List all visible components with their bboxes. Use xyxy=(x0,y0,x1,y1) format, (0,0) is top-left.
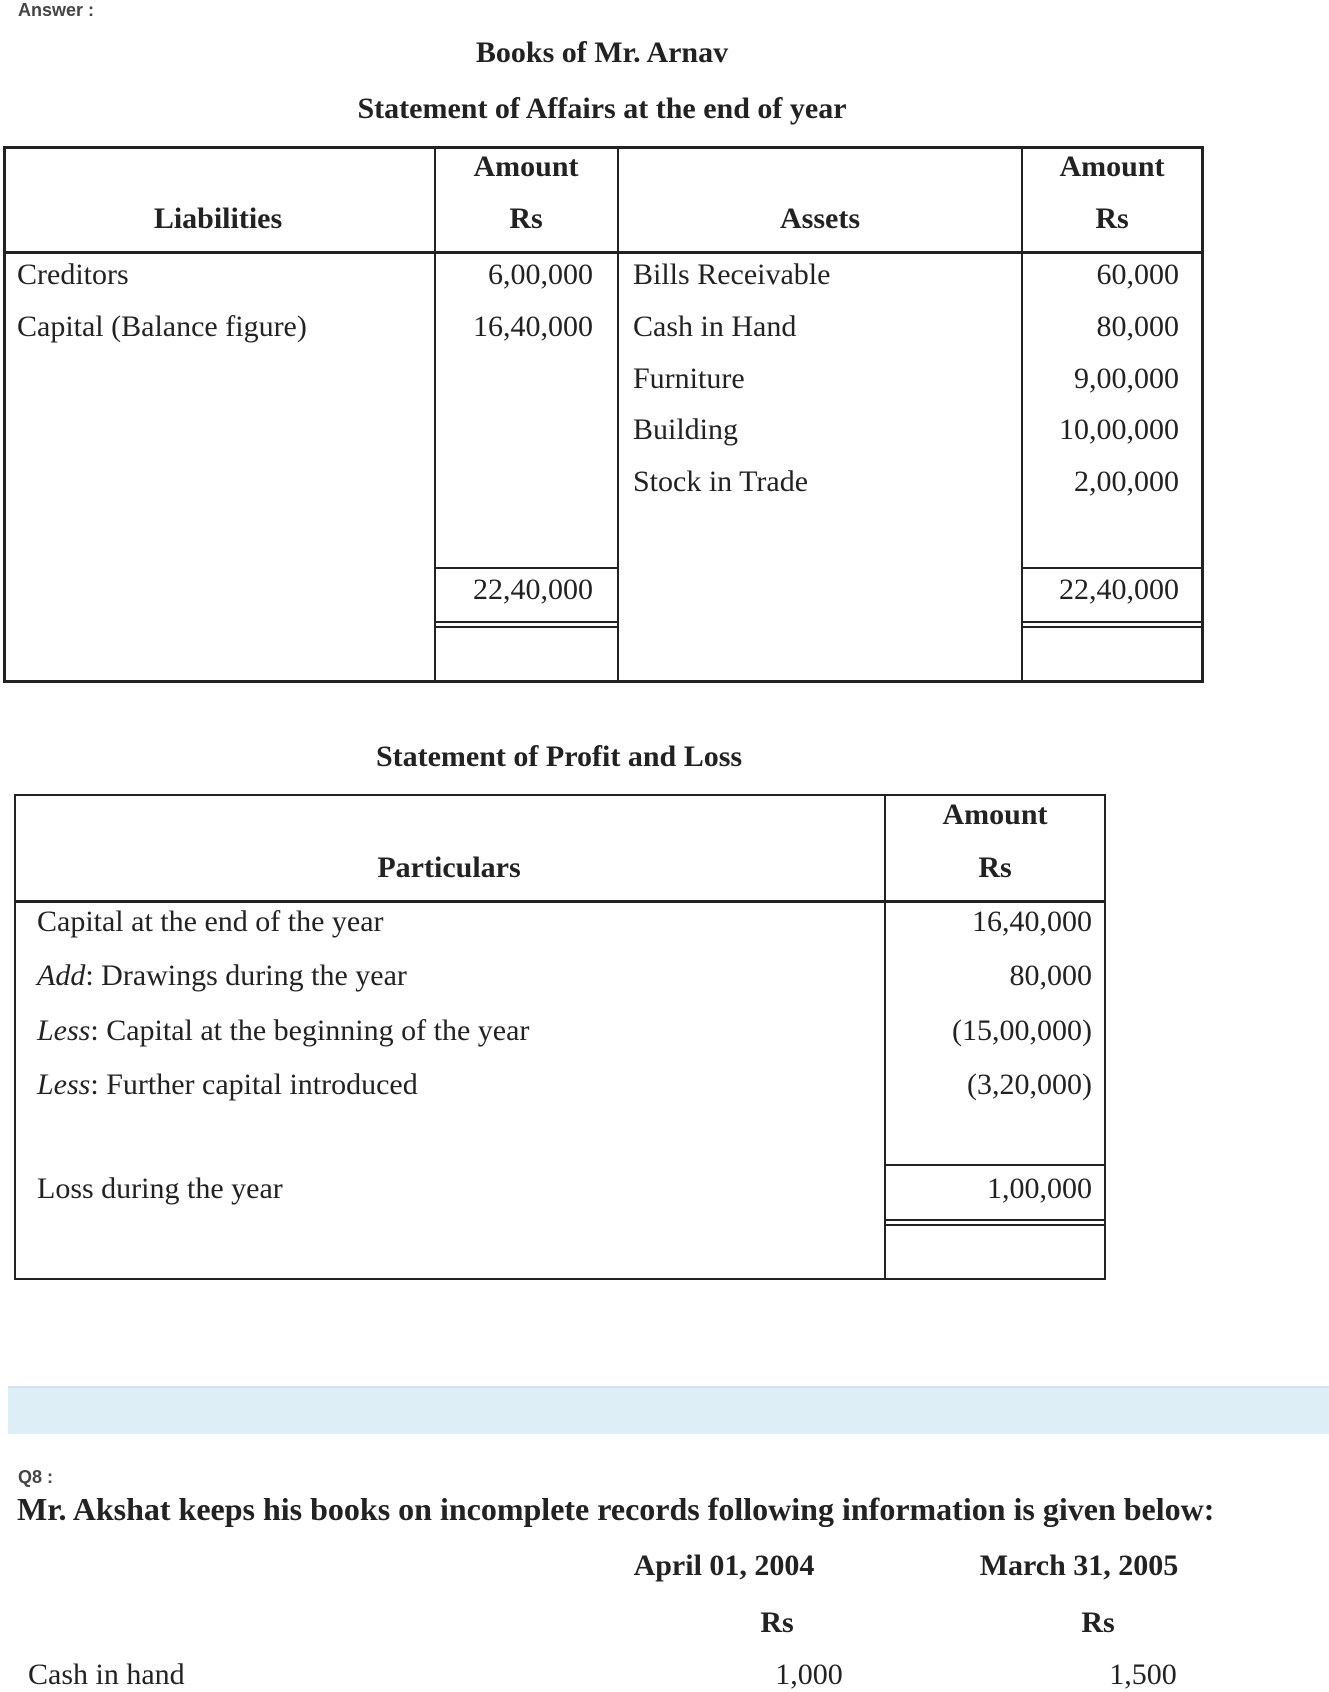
asset-label: Cash in Hand xyxy=(633,310,797,343)
asset-amount: 2,00,000 xyxy=(1074,465,1179,498)
table-rule xyxy=(1022,567,1203,569)
header-amount: Amount xyxy=(942,798,1048,831)
col-rs-1: Rs xyxy=(760,1606,794,1639)
header-rs: Rs xyxy=(978,851,1012,884)
separator-band xyxy=(8,1386,1329,1434)
header-particulars: Particulars xyxy=(377,851,521,884)
books-title: Books of Mr. Arnav xyxy=(475,36,729,69)
table-rule xyxy=(884,794,886,1280)
table-rule xyxy=(3,146,6,683)
header-amount-2: Amount xyxy=(1059,150,1165,183)
pl-row-amount: (15,00,000) xyxy=(952,1014,1092,1047)
asset-label: Furniture xyxy=(633,362,745,395)
table-rule xyxy=(3,251,1203,254)
col-april-2004: April 01, 2004 xyxy=(633,1549,815,1582)
table-rule xyxy=(434,146,436,683)
header-amount-1: Amount xyxy=(473,150,579,183)
pl-row-label: Capital at the end of the year xyxy=(37,905,384,938)
asset-amount: 10,00,000 xyxy=(1059,413,1179,446)
answer-label: Answer : xyxy=(18,0,95,20)
table-rule xyxy=(14,794,1106,796)
q8-label: Q8 : xyxy=(18,1467,54,1487)
table-rule xyxy=(885,1219,1105,1221)
table-rule xyxy=(617,146,619,683)
q8-row-label: Cash in hand xyxy=(28,1658,185,1691)
asset-label: Bills Receivable xyxy=(633,258,831,291)
header-liabilities: Liabilities xyxy=(153,202,283,235)
table-rule xyxy=(885,1224,1105,1226)
table-rule xyxy=(435,567,618,569)
asset-amount: 9,00,000 xyxy=(1074,362,1179,395)
table-rule xyxy=(1201,146,1204,683)
q8-row-value-2005: 1,500 xyxy=(1109,1658,1177,1691)
col-rs-2: Rs xyxy=(1081,1606,1115,1639)
liabilities-total: 22,40,000 xyxy=(473,573,593,606)
asset-amount: 60,000 xyxy=(1096,258,1179,291)
table-rule xyxy=(1022,626,1203,628)
assets-total: 22,40,000 xyxy=(1059,573,1179,606)
pl-row-amount: (3,20,000) xyxy=(967,1068,1092,1101)
table-rule xyxy=(14,794,16,1280)
q8-row-value-2004: 1,000 xyxy=(775,1658,843,1691)
table-rule xyxy=(3,680,1203,683)
q8-question: Mr. Akshat keeps his books on incomplete records following information is given below: xyxy=(17,1491,1215,1527)
table-rule xyxy=(885,1164,1105,1166)
liability-amount: 6,00,000 xyxy=(488,258,593,291)
col-march-2005: March 31, 2005 xyxy=(979,1549,1179,1582)
table-rule xyxy=(1104,794,1106,1280)
pl-row-label: Add: Drawings during the year xyxy=(37,959,407,992)
asset-label: Stock in Trade xyxy=(633,465,809,498)
table-rule xyxy=(1022,621,1203,623)
pl-result-amount: 1,00,000 xyxy=(987,1172,1092,1205)
table-rule xyxy=(435,621,618,623)
pl-row-amount: 16,40,000 xyxy=(972,905,1092,938)
asset-amount: 80,000 xyxy=(1096,310,1179,343)
asset-label: Building xyxy=(633,413,739,446)
liability-label: Capital (Balance figure) xyxy=(17,310,307,343)
liability-amount: 16,40,000 xyxy=(473,310,593,343)
table-rule xyxy=(3,146,1203,149)
liability-label: Creditors xyxy=(17,258,129,291)
pl-result-label: Loss during the year xyxy=(37,1172,283,1205)
table-rule xyxy=(14,900,1106,903)
header-rs-2: Rs xyxy=(1095,202,1129,235)
pl-row-amount: 80,000 xyxy=(1009,959,1092,992)
pl-row-label: Less: Further capital introduced xyxy=(37,1068,418,1101)
header-assets: Assets xyxy=(780,202,860,235)
table-rule xyxy=(14,1278,1106,1280)
affairs-title: Statement of Affairs at the end of year xyxy=(357,92,847,125)
table-rule xyxy=(1021,146,1023,683)
table-rule xyxy=(435,626,618,628)
header-rs-1: Rs xyxy=(509,202,543,235)
pl-title: Statement of Profit and Loss xyxy=(375,740,743,773)
pl-row-label: Less: Capital at the beginning of the year xyxy=(37,1014,530,1047)
